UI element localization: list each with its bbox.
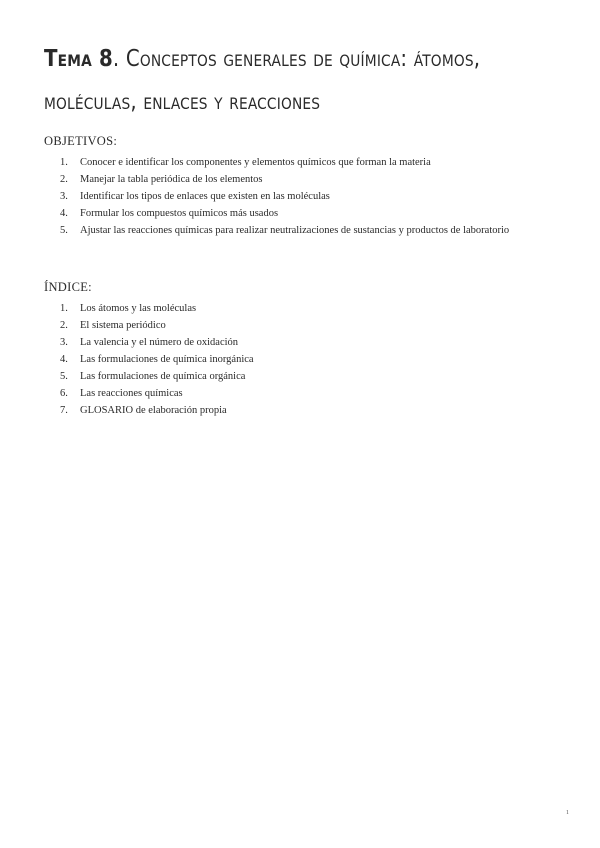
item-text: Las reacciones químicas (80, 388, 183, 399)
title-prefix: Tema 8 (44, 46, 113, 72)
item-number: 3. (60, 337, 68, 348)
objectives-list (60, 154, 509, 239)
objectives-heading: OBJETIVOS: (44, 134, 118, 148)
item-number: 3. (60, 191, 68, 202)
item-text: Los átomos y las moléculas (80, 303, 197, 314)
index-item (60, 334, 254, 351)
index-item (60, 385, 254, 402)
item-number: 5. (60, 371, 68, 382)
item-number: 1. (60, 303, 68, 314)
index-list (60, 300, 254, 419)
index-item (60, 300, 254, 317)
objective-item (60, 188, 509, 205)
item-number: 1. (60, 157, 68, 168)
item-text: Formular los compuestos químicos más usados (80, 208, 279, 219)
item-number: 2. (60, 320, 68, 331)
item-text: Las formulaciones de química orgánica (80, 371, 246, 382)
index-item (60, 317, 254, 334)
index-item (60, 402, 254, 419)
item-number: 6. (60, 388, 68, 399)
item-text: Ajustar las reacciones químicas para realizar neutralizaciones de sustancias y productos de laboratorio (80, 225, 510, 236)
objective-item (60, 154, 509, 171)
item-number: 4. (60, 354, 68, 365)
title-text: . Conceptos generales de química: átomos, moléculas, enlaces y reacciones (44, 46, 481, 115)
objective-item (60, 205, 509, 222)
item-number: 2. (60, 174, 68, 185)
item-text: Las formulaciones de química inorgánica (80, 354, 254, 365)
item-text: GLOSARIO de elaboración propia (80, 405, 227, 416)
item-text: La valencia y el número de oxidación (80, 337, 239, 348)
item-number: 5. (60, 225, 68, 236)
objective-item (60, 222, 509, 239)
index-item (60, 368, 254, 385)
objective-item (60, 171, 509, 188)
item-text: Identificar los tipos de enlaces que existen en las moléculas (80, 191, 330, 202)
document-title (44, 38, 500, 124)
item-number: 4. (60, 208, 68, 219)
item-text: El sistema periódico (80, 320, 166, 331)
item-text: Manejar la tabla periódica de los elementos (80, 174, 263, 185)
page-number: 1 (566, 810, 569, 816)
item-text: Conocer e identificar los componentes y elementos químicos que forman la materia (80, 157, 431, 168)
item-number: 7. (60, 405, 68, 416)
index-heading: ÍNDICE: (44, 280, 92, 294)
index-item (60, 351, 254, 368)
